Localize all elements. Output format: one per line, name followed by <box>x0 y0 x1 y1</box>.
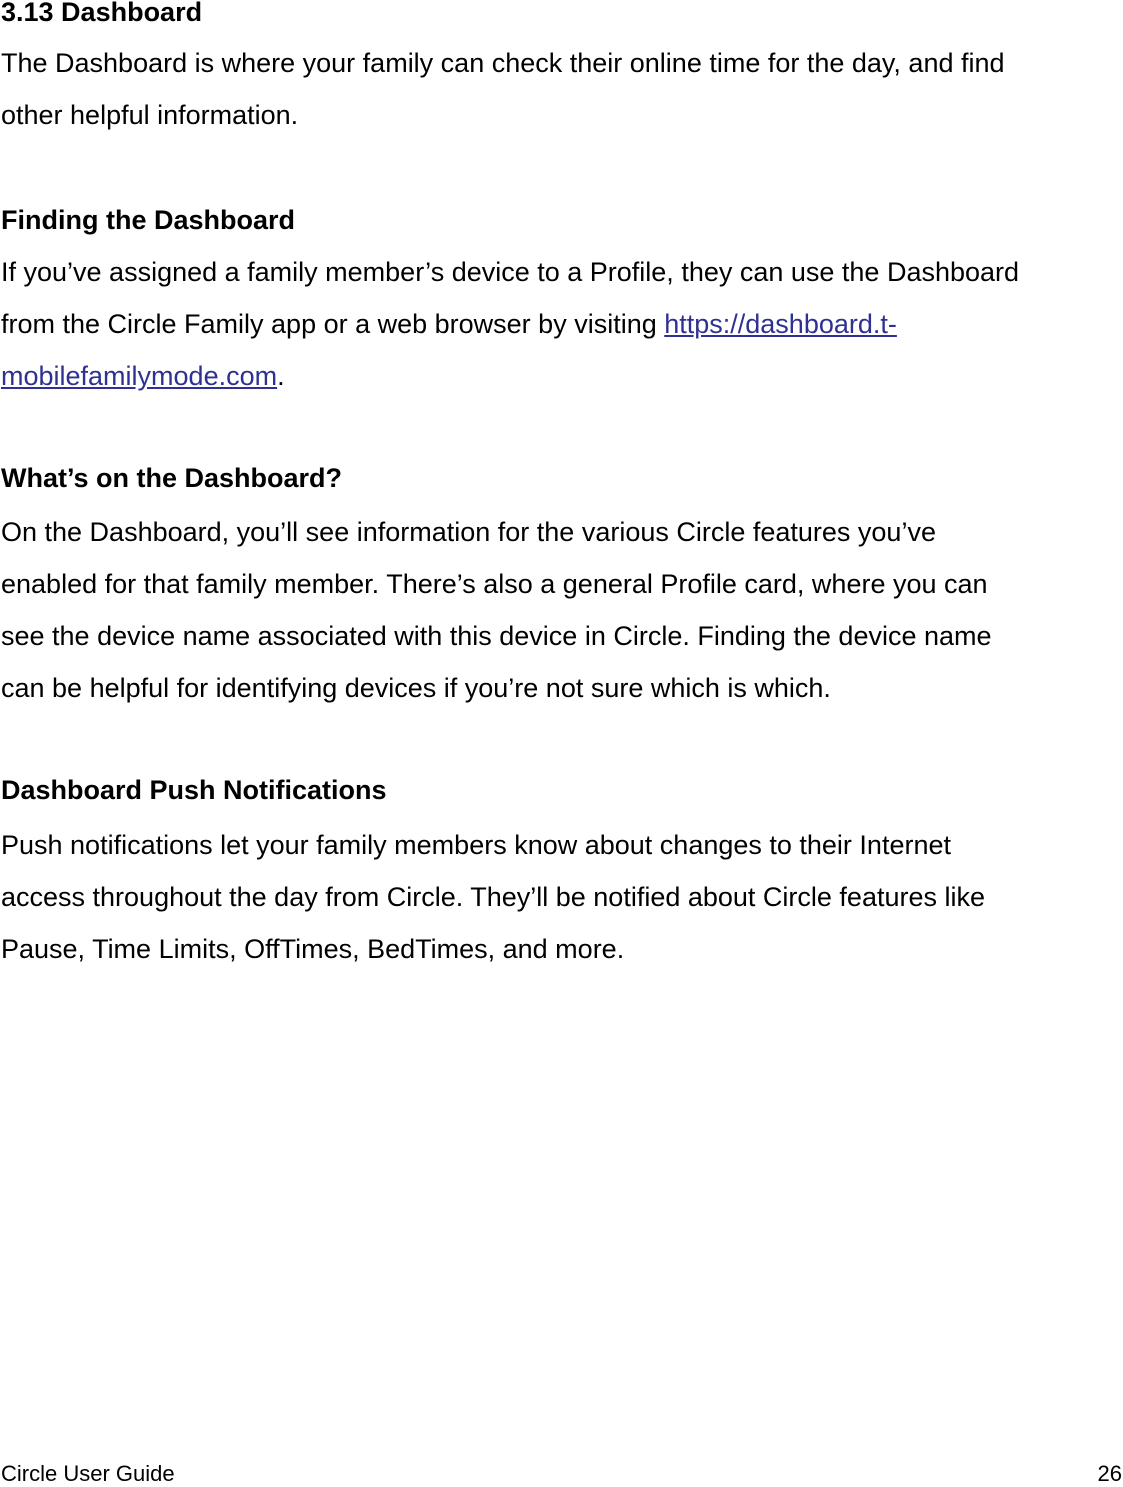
paragraph-line <box>1 306 897 342</box>
paragraph-line: Push notifications let your family members know about changes to their Internet <box>1 830 951 860</box>
text: . <box>277 361 285 391</box>
paragraph-line: access throughout the day from Circle. They’ll be notified about Circle features like <box>1 882 985 912</box>
dashboard-link-continued[interactable]: mobilefamilymode.com <box>1 361 278 391</box>
footer-title: Circle User Guide <box>1 1461 175 1486</box>
paragraph-line <box>1 358 285 394</box>
paragraph-line: enabled for that family member. There’s also a general Profile card, where you can <box>1 569 988 599</box>
page-number: 26 <box>1097 1461 1122 1486</box>
paragraph-line: see the device name associated with this device in Circle. Finding the device name <box>1 621 992 651</box>
paragraph-line: other helpful information. <box>1 100 299 130</box>
paragraph-line: If you’ve assigned a family member’s device to a Profile, they can use the Dashboard <box>1 257 1020 287</box>
paragraph-line: Pause, Time Limits, OffTimes, BedTimes, and more. <box>1 934 625 964</box>
text: from the Circle Family app or a web browser by visiting <box>1 309 665 339</box>
dashboard-link[interactable]: https://dashboard.t- <box>664 309 897 339</box>
subheading-finding: Finding the Dashboard <box>1 205 295 235</box>
subheading-push: Dashboard Push Notifications <box>1 775 387 805</box>
section-title: 3.13 Dashboard <box>1 0 203 27</box>
paragraph-line: The Dashboard is where your family can check their online time for the day, and find <box>1 48 1005 78</box>
subheading-whats-on: What’s on the Dashboard? <box>1 463 343 493</box>
paragraph-line: can be helpful for identifying devices if you’re not sure which is which. <box>1 673 831 703</box>
paragraph-line: On the Dashboard, you’ll see information for the various Circle features you’ve <box>1 517 936 547</box>
